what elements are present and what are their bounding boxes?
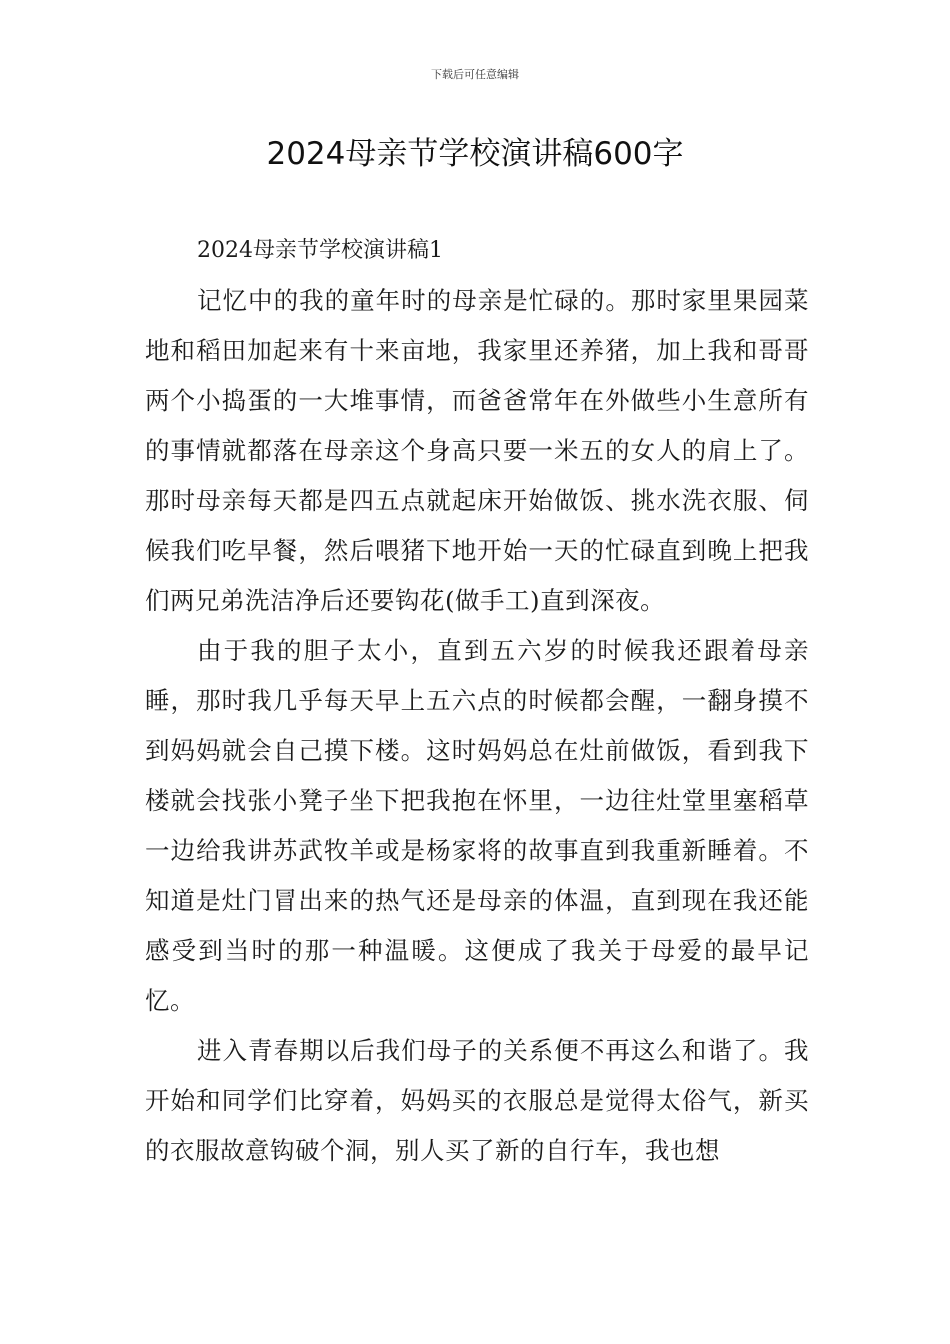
paragraph-1: 记忆中的我的童年时的母亲是忙碌的。那时家里果园菜地和稻田加起来有十来亩地，我家里还养猪，加上我和哥哥两个小捣蛋的一大堆事情，而爸爸常年在外做些小生意所有的事情就都落在母亲这个身高只要一米五的女人的肩上了。那时母亲每天都是四五点就起床开始做饭、挑水洗衣服、伺候我们吃早餐，然后喂猪下地开始一天的忙碌直到晚上把我们两兄弟洗洁净后还要钩花(做手工)直到深夜。 (145, 286, 809, 615)
document-title: 2024母亲节学校演讲稿600字 (266, 136, 684, 172)
document-body (145, 226, 809, 1176)
section-subtitle: 2024母亲节学校演讲稿1 (197, 238, 443, 263)
paragraph-3: 进入青春期以后我们母子的关系便不再这么和谐了。我开始和同学们比穿着，妈妈买的衣服总是觉得太俗气，新买的衣服故意钩破个洞，别人买了新的自行车，我也想 (145, 1036, 809, 1165)
paragraph-2: 由于我的胆子太小，直到五六岁的时候我还跟着母亲睡，那时我几乎每天早上五六点的时候都会醒，一翻身摸不到妈妈就会自己摸下楼。这时妈妈总在灶前做饭，看到我下楼就会找张小凳子坐下把我抱在怀里，一边往灶堂里塞稻草一边给我讲苏武牧羊或是杨家将的故事直到我重新睡着。不知道是灶门冒出来的热气还是母亲的体温，直到现在我还能感受到当时的那一种温暖。这便成了我关于母爱的最早记忆。 (145, 636, 809, 1015)
header-note: 下载后可任意编辑 (431, 68, 519, 81)
